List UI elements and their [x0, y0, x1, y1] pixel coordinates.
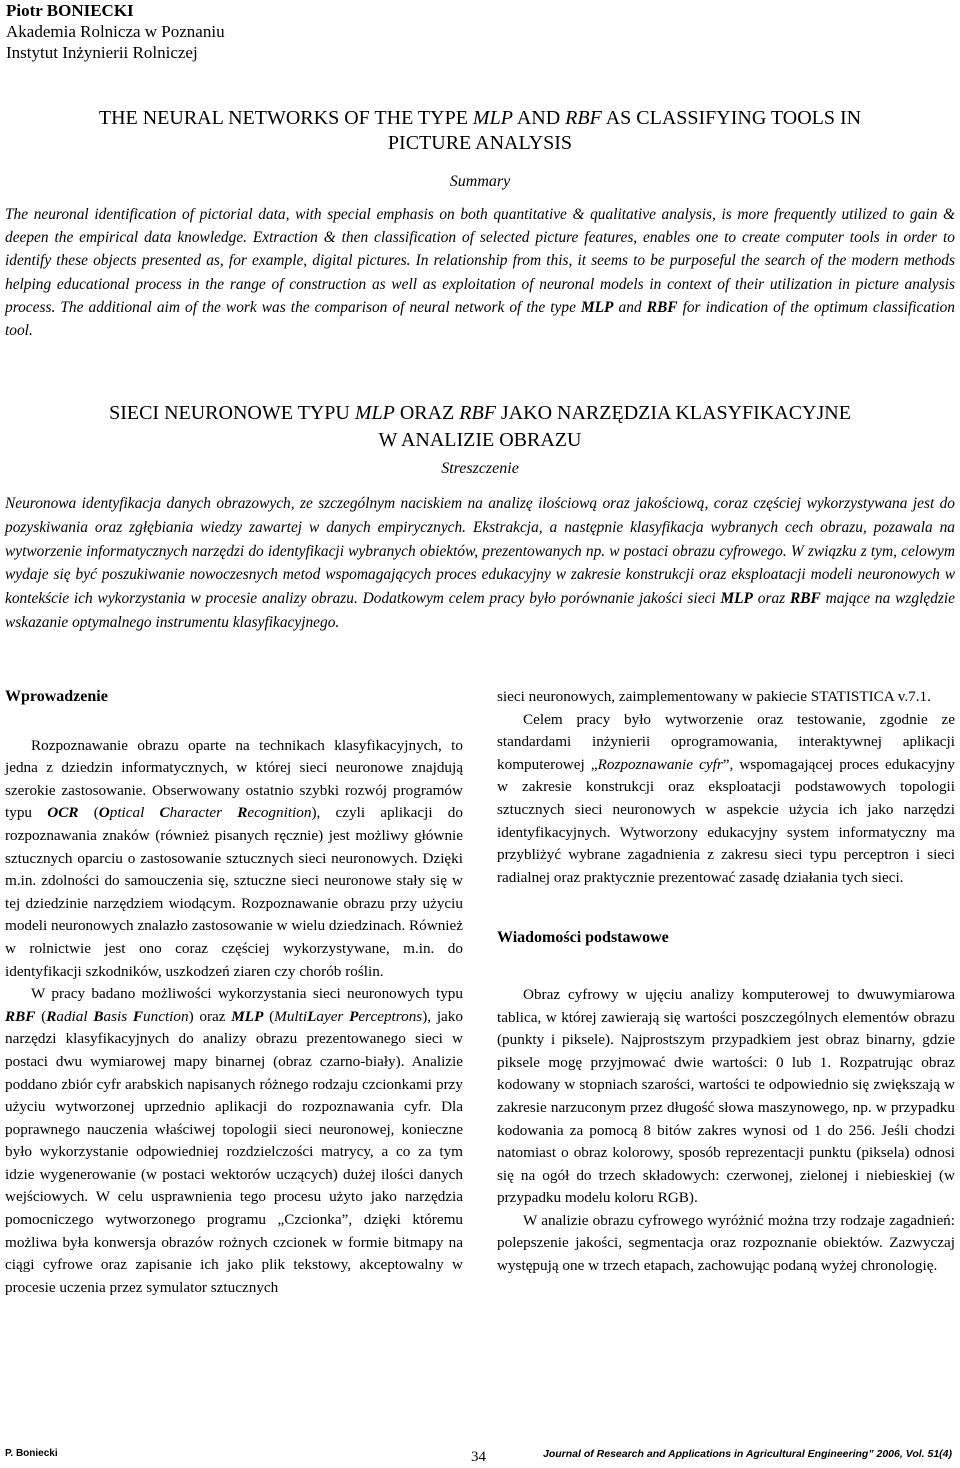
right-paragraph-3: W analizie obrazu cyfrowego wyróżnić można trzy rodzaje zagadnień: polepszenie jakości, segmentacja oraz rozpoznanie obiektów. Zazwyczaj występują one w trzech etapach, zachowując podaną wyżej chronologię.: [497, 1211, 955, 1275]
english-title: [0, 106, 960, 156]
footer-journal: Journal of Research and Applications in Agricultural Engineering” 2006, Vol. 51(4): [542, 1448, 952, 1460]
polish-title-line2: W ANALIZIE OBRAZU: [378, 429, 582, 451]
author-institution: Akademia Rolnicza w Poznaniu: [6, 22, 225, 41]
english-title-line2: PICTURE ANALYSIS: [387, 132, 573, 154]
right-paragraph-2: Obraz cyfrowy w ujęciu analizy komputerowej to dwuwymiarowa tablica, w której zawierają się wartości poszczególnych elementów obrazu (punkty i piksele). Najprostszym przypadkiem jest obraz binarny, gdzie piksele mogę przyjmować dwie wartości: 0 lub 1. Rozpatrując obraz kodowany w stopniach szarości, wartości te odpowiednio się zwiększają w zakresie narzuconym przez długość słowa maszynowego, np. w przypadku kodowania za pomocą 8 bitów zakres wynosi od 1 do 256. Jeśli chodzi natomiast o obraz kolorowy, sposób reprezentacji punktu (piksela) odnosi się na ogół do trzech składowych: czerwonej, zielonej i niebieskiej (w przypadku modelu koloru RGB).: [497, 985, 955, 1207]
intro-paragraph-1: Rozpoznawanie obrazu oparte na technikach klasyfikacyjnych, to jedna z dziedzin informatycznych, w której sieci neuronowe znajdują szerokie zastosowanie. Obserwowany ostatnio szybki rozwój programów typu OCR (Optical Character Recognition), czyli aplikacji do rozpoznawania znaków (również pisanych ręcznie) jest możliwy głównie sztucznych oparciu o zastosowanie sztucznych sieci neuronowych. Dzięki m.in. zdolności do samouczenia się, sztuczne sieci neuronowe stały się w tej dziedzinie narzędziem wiodącym. Rozpoznawanie obrazu przy użyciu modeli neuronowych znalazło zastosowanie w wielu dziedzinach. Również w rolnictwie jest ono coraz częściej wykorzystywane, m.in. do identyfikacji szkodników, uszkodzeń ziaren czy chorób roślin.: [5, 736, 463, 980]
polish-title: [0, 400, 960, 454]
author-block: [6, 0, 225, 63]
author-name: Piotr BONIECKI: [6, 1, 134, 20]
left-column: [5, 686, 463, 1299]
author-institute: Instytut Inżynierii Rolniczej: [6, 43, 198, 62]
right-column: [497, 686, 955, 1278]
intro-paragraph-2: W pracy badano możliwości wykorzystania sieci neuronowych typu RBF (Radial Basis Function) oraz MLP (MultiLayer Perceptrons), jako narzędzi klasyfikacyjnych do analizy obrazu prezentowanego sieci w postaci dwu wymiarowej mapy binarnej (obraz czarno-biały). Analizie poddano zbiór cyfr arabskich napisanych różnego rodzaju czcionkami przy użyciu wytworzonej uprzednio aplikacji do rozpoznawania cyfr. Dla poprawnego nauczenia właściwej topologii sieci neuronowej, konieczne było wykorzystanie odpowiedniej rozdzielczości matrycy, a co za tym idzie wygenerowanie (w postaci wektorów uczących) dużej ilości danych wejściowych. W celu usprawnienia tego procesu użyto jako narzędzia pomocniczego wytworzonego programu „Czcionka”, dzięki któremu możliwa była konwersja obrazów rożnych czcionek w formie bitmapy na ciągi cyfrowe oraz zapisanie ich jako plik tekstowy, akceptowalny w procesie uczenia przez symulator sztucznych: [5, 985, 463, 1296]
summary-body: The neuronal identification of pictorial data, with special emphasis on both quantitative & qualitative analysis, is more frequently utilized to gain & deepen the empirical data knowledge. Extraction & then classification of selected picture features, enables one to create computer tools in order to identify these objects presented as, for example, digital pictures. In relationship from this, it seems to be purposeful the search of the modern methods helping educational process in the range of construction as well as exploitation of neuronal models in context of their utilization in picture analysis process. The additional aim of the work was the comparison of neural network of the type MLP and RBF for indication of the optimum classification tool.: [5, 206, 956, 340]
summary-heading: Summary: [449, 173, 511, 190]
intro-heading: Wprowadzenie: [5, 688, 108, 705]
page-number: 34: [471, 1449, 486, 1465]
footer-author: P. Boniecki: [5, 1448, 58, 1459]
abstract-heading: Streszczenie: [441, 460, 519, 477]
right-paragraph-1: Celem pracy było wytworzenie oraz testowanie, zgodnie ze standardami inżynierii oprogramowania, interaktywnej aplikacji komputerowej „Rozpoznawanie cyfr”, wspomagającej proces edukacyjny w zakresie konstrukcji oraz eksploatacji podstawowych topologii sztucznych sieci neuronowych w aspekcie użycia ich jako narzędzi identyfikacyjnych. Wytworzony edukacyjny system informatyczny ma przybliżyć wybrane zagadnienia z zakresu sieci typu perceptron i sieci radialnej oraz praktycznie prezentować zasadę działania tych sieci.: [497, 710, 955, 886]
polish-title-line1: SIECI NEURONOWE TYPU MLP ORAZ RBF JAKO NARZĘDZIA KLASYFIKACYJNE: [109, 402, 851, 424]
abstract-body: Neuronowa identyfikacja danych obrazowych, ze szczególnym naciskiem na analizę ilościową oraz jakościową, coraz częściej wykorzystywana jest do pozyskiwania oraz zgłębiania wiedzy zawartej w danych empirycznych. Ekstrakcja, a następnie klasyfikacja wybranych cech obrazu, pozawala na wytworzenie informatycznych narzędzi do identyfikacji wybranych obiektów, prezentowanych np. w postaci obrazu cyfrowego. W związku z tym, celowym wydaje się być poszukiwanie nowoczesnych metod wspomagających proces edukacyjny w zakresie konstrukcji oraz eksploatacji modeli neuronowych w kontekście ich wykorzystania w procesie analizy obrazu. Dodatkowym celem pracy było porównanie jakości sieci MLP oraz RBF mające na względzie wskazanie optymalnego instrumentu klasyfikacyjnego.: [5, 495, 955, 631]
english-title-line1: THE NEURAL NETWORKS OF THE TYPE MLP AND RBF AS CLASSIFYING TOOLS IN: [98, 107, 862, 129]
right-paragraph-0: sieci neuronowych, zaimplementowany w pakiecie STATISTICA v.7.1.: [497, 688, 931, 705]
basics-heading: Wiadomości podstawowe: [497, 929, 669, 947]
